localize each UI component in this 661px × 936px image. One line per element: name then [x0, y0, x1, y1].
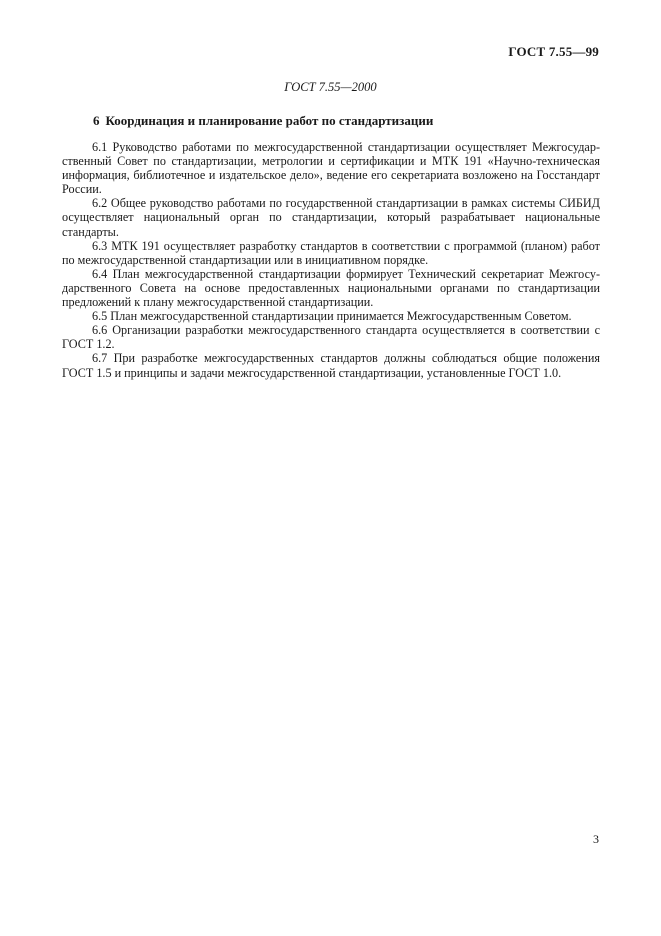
section-body — [62, 140, 600, 380]
paragraph-6-2: 6.2 Общее руководство работами по государственной стандартизации в рамках системы СИБИД осуществляет национальный орган по стандартизации, который разрабатывает национальные стандарты. — [62, 196, 600, 239]
paragraph-6-5: 6.5 План межгосударственной стандартизации принимается Межгосударственным Советом. — [92, 309, 572, 324]
page-number: 3 — [593, 832, 599, 846]
section-title: Координация и планирование работ по стандартизации — [105, 113, 434, 128]
paragraph-6-1: 6.1 Руководство работами по межгосударственной стандартизации осуществляет Межгосударственный Совет по стандартизации, метрологии и сертификации и МТК 191 «Научно-техническая информация, библиотечное и издательское дело», ведение его секретариата возложено на Госстандарт России. — [62, 140, 600, 197]
section-heading — [93, 113, 433, 129]
paragraph-6-7: 6.7 При разработке межгосударственных стандартов должны соблюдаться общие положения ГОСТ 1.5 и принципы и задачи межгосударственной стандартизации, установленные ГОСТ 1.0. — [62, 351, 600, 380]
standard-code-header: ГОСТ 7.55—99 — [508, 44, 599, 59]
paragraph-6-6: 6.6 Организации разработки межгосударственного стандарта осуществляется в соответствии с ГОСТ 1.2. — [62, 323, 600, 352]
paragraph-6-3: 6.3 МТК 191 осуществляет разработку стандартов в соответствии с программой (планом) работ по межгосударственной стандартизации или в инициативном порядке. — [62, 238, 600, 267]
section-number: 6 — [93, 113, 100, 128]
standard-code-subheader: ГОСТ 7.55—2000 — [284, 80, 377, 94]
paragraph-6-4: 6.4 План межгосударственной стандартизации формирует Технический секретариат Межгосударственного Совета на основе предоставленных национальными органами по стандартизации предложений к плану межгосударственной стандартизации. — [62, 266, 600, 310]
